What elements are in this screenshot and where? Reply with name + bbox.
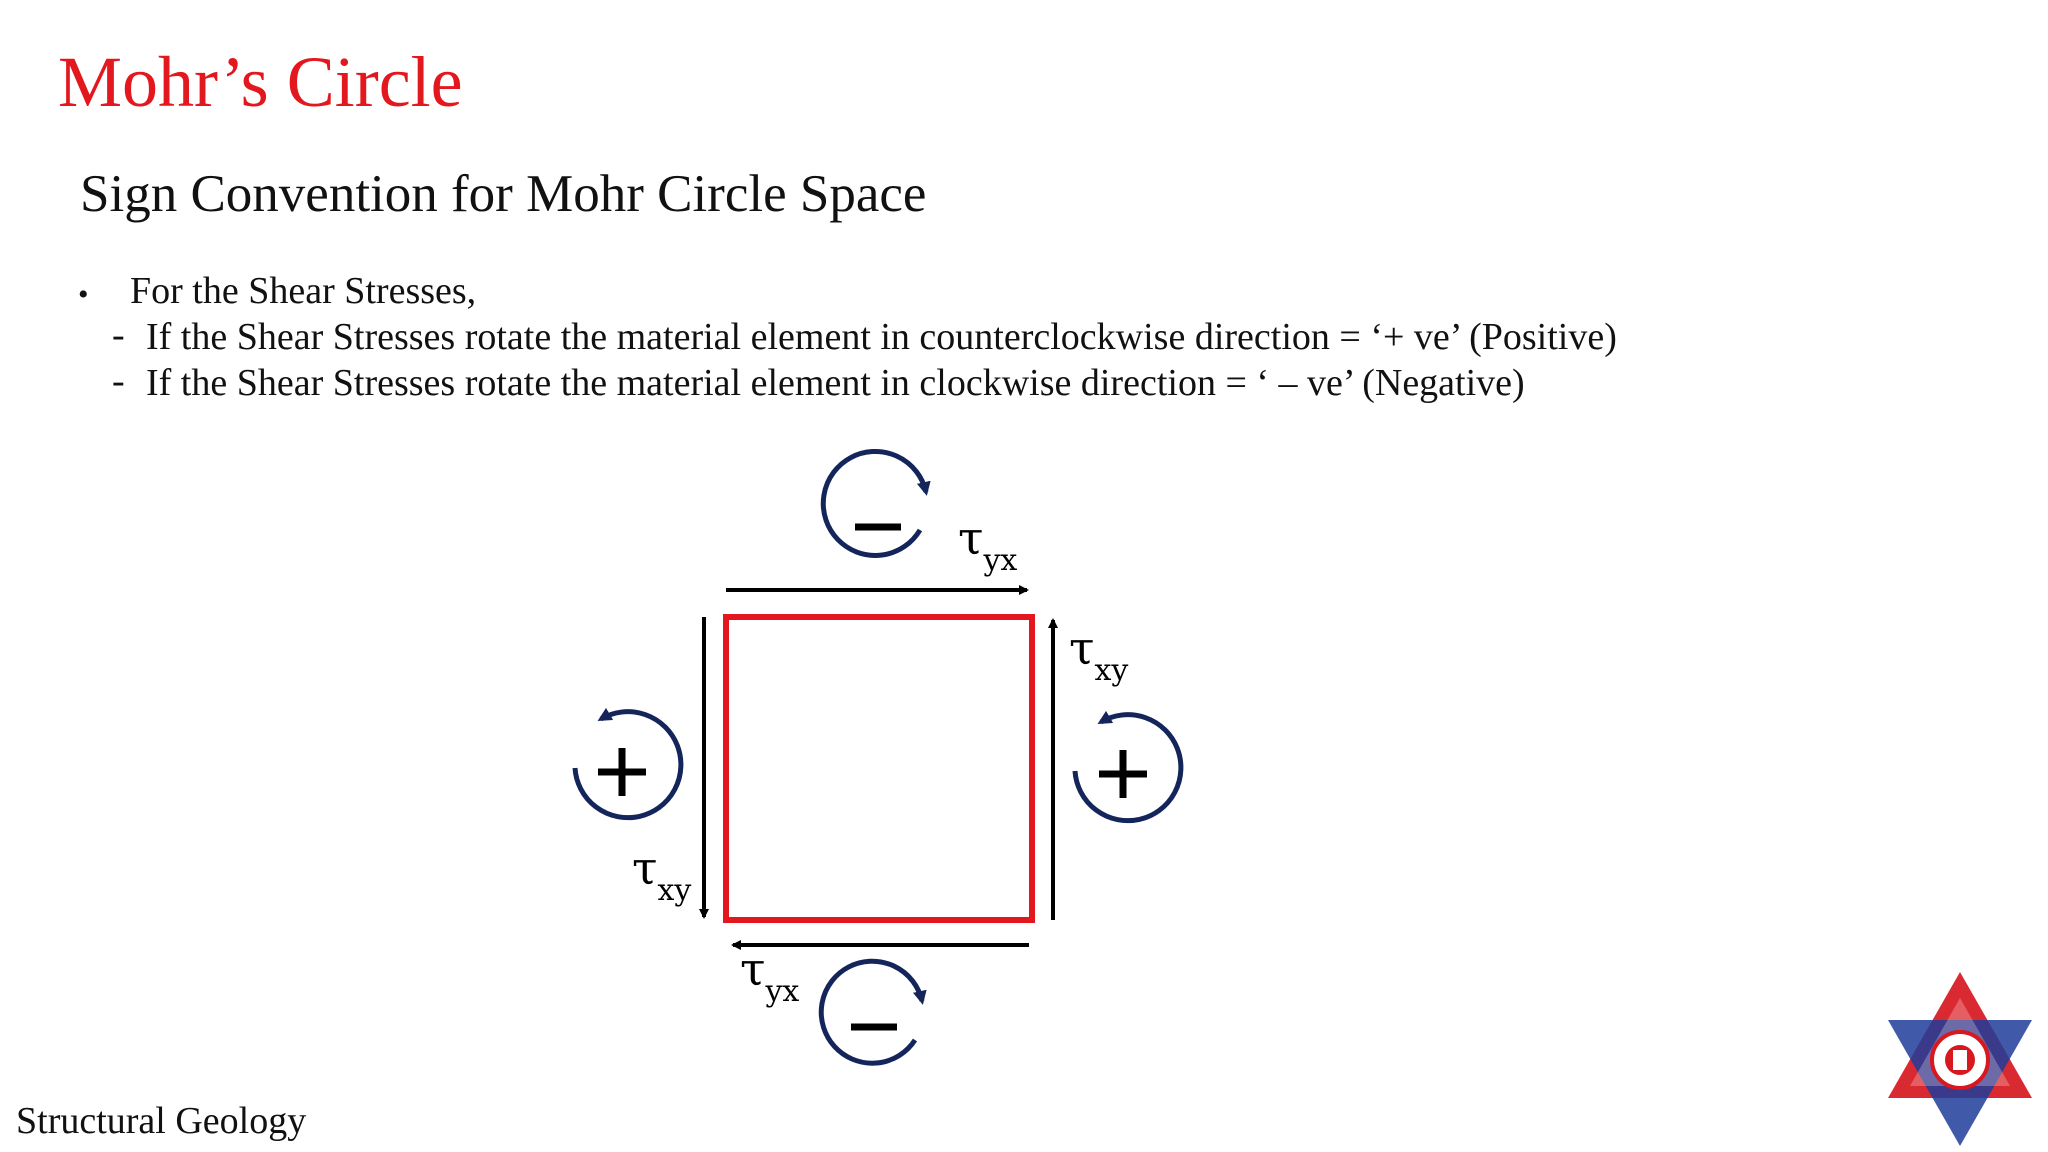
bottom-clockwise-rotation-icon xyxy=(821,961,922,1063)
top-clockwise-rotation-icon xyxy=(823,451,926,555)
tau-yx-bottom-label: $\tau_{yx}$ xyxy=(740,942,800,1009)
sub-bullet-marker: - xyxy=(112,314,125,356)
sub-bullet-text: If the Shear Stresses rotate the material element in clockwise direction = ‘ – ve’ (Negative) xyxy=(146,362,1525,404)
tau-xy-right-label: $\tau_{xy}$ xyxy=(1069,621,1129,688)
tau-xy-left-label: $\tau_{xy}$ xyxy=(632,841,692,908)
bullet-text: For the Shear Stresses, xyxy=(130,270,477,312)
material-element-square xyxy=(726,617,1032,920)
slide-title: Mohr’s Circle xyxy=(58,42,463,122)
sub-bullet-text: If the Shear Stresses rotate the material element in counterclockwise direction = ‘+ ve’ (Positive) xyxy=(146,316,1617,358)
university-emblem-icon xyxy=(1880,968,2040,1152)
right-counterclockwise-rotation-icon xyxy=(1075,715,1181,821)
footer-course-name: Structural Geology xyxy=(16,1100,307,1142)
tau-yx-top-label: $\tau_{yx}$ xyxy=(958,511,1018,578)
slide-subtitle: Sign Convention for Mohr Circle Space xyxy=(80,165,927,223)
bullet-marker: • xyxy=(78,278,89,311)
left-counterclockwise-rotation-icon xyxy=(575,712,681,818)
sub-bullet-marker: - xyxy=(112,360,125,402)
